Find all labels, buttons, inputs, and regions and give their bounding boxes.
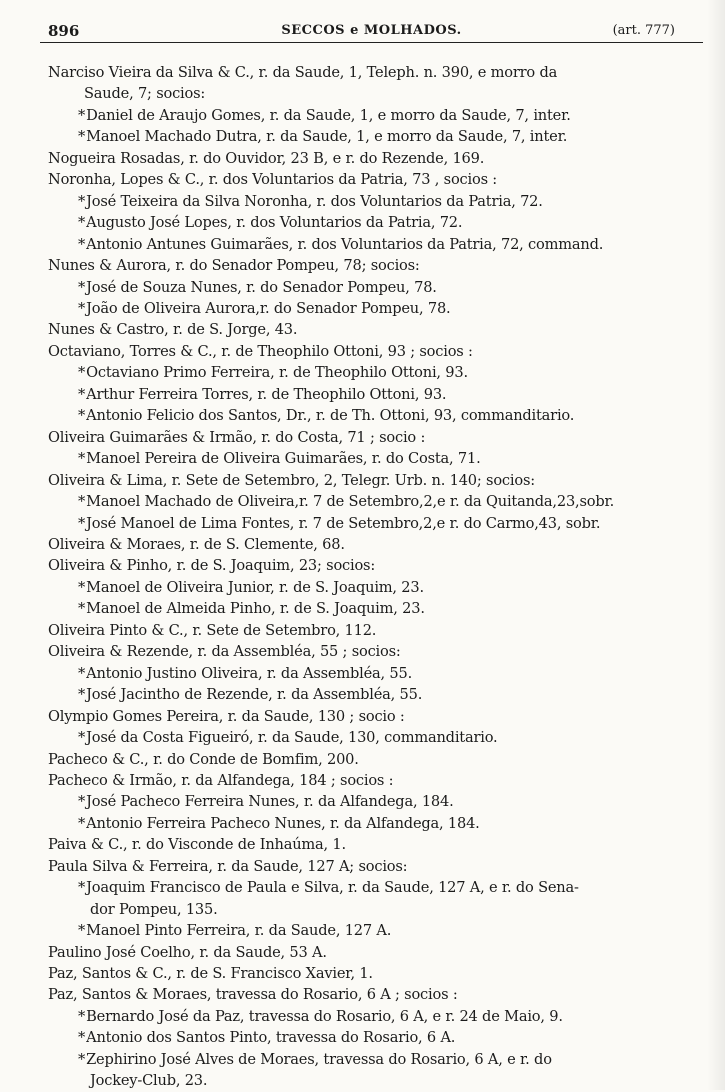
partner-entry	[48, 1027, 682, 1048]
partner-line: Antonio dos Santos Pinto, travessa do Rosario, 6 A.	[86, 1029, 456, 1047]
partner-entry	[48, 234, 682, 255]
partner-entry	[48, 920, 682, 941]
firm-line: Oliveira Guimarães & Irmão, r. do Costa, 71 ; socio :	[48, 428, 426, 446]
partner-entry	[48, 212, 682, 233]
firm-entry	[40, 319, 682, 340]
partner-entry	[48, 384, 682, 405]
asterisk-mark: *	[78, 729, 86, 747]
partner-entry	[48, 191, 682, 212]
partner-entry	[48, 598, 682, 619]
firm-line: Pacheco & Irmão, r. da Alfandega, 184 ; socios :	[48, 771, 394, 789]
partner-entry	[48, 491, 682, 512]
firm-line: Paula Silva & Ferreira, r. da Saude, 127 A; socios:	[48, 857, 408, 875]
firm-entry	[40, 620, 682, 641]
firm-entry	[40, 555, 682, 619]
partner-entry	[48, 126, 682, 147]
firm-line: Oliveira & Pinho, r. de S. Joaquim, 23; socios:	[48, 557, 376, 575]
asterisk-mark: *	[78, 128, 86, 146]
asterisk-mark: *	[78, 493, 86, 511]
page-header	[40, 20, 703, 43]
partner-line: Octaviano Primo Ferreira, r. de Theophilo Ottoni, 93.	[86, 364, 468, 382]
firm-line: Paz, Santos & Moraes, travessa do Rosario, 6 A ; socios :	[48, 986, 458, 1004]
firm-line: Olympio Gomes Pereira, r. da Saude, 130 ; socio :	[48, 707, 405, 725]
article-number: (art. 777)	[612, 23, 675, 38]
firm-entry	[40, 255, 682, 319]
partner-line: José Pacheco Ferreira Nunes, r. da Alfandega, 184.	[86, 793, 454, 811]
firm-entry	[40, 470, 682, 534]
partner-line: Antonio Ferreira Pacheco Nunes, r. da Alfandega, 184.	[86, 814, 480, 832]
firm-entry	[40, 770, 682, 834]
firm-line: Narciso Vieira da Silva & C., r. da Saude, 1, Teleph. n. 390, e morro da	[48, 64, 558, 81]
firm-line: Oliveira & Rezende, r. da Assembléa, 55 ; socios:	[48, 643, 401, 661]
firm-line: Nunes & Aurora, r. do Senador Pompeu, 78; socios:	[48, 257, 420, 275]
asterisk-mark: *	[78, 686, 86, 704]
partner-line: Bernardo José da Paz, travessa do Rosario, 6 A, e r. 24 de Maio, 9.	[86, 1007, 563, 1025]
asterisk-mark: *	[78, 407, 86, 425]
firm-line: Octaviano, Torres & C., r. de Theophilo Ottoni, 93 ; socios :	[48, 342, 473, 360]
partner-line: Manoel de Almeida Pinho, r. de S. Joaquim, 23.	[86, 600, 425, 618]
partner-line: Joaquim Francisco de Paula e Silva, r. da Saude, 127 A, e r. do Sena-	[86, 879, 579, 897]
firm-line: Nunes & Castro, r. de S. Jorge, 43.	[48, 321, 298, 339]
firm-entry	[40, 963, 682, 984]
page-number: 896	[48, 22, 80, 40]
firm-entry	[40, 427, 682, 470]
partner-line-continued: Jockey-Club, 23.	[90, 1072, 208, 1090]
partner-line: Manoel Machado de Oliveira,r. 7 de Setembro,2,e r. da Quitanda,23,sobr.	[86, 493, 615, 511]
partner-line: Antonio Justino Oliveira, r. da Assembléa, 55.	[86, 664, 413, 682]
firm-line: Oliveira & Lima, r. Sete de Setembro, 2, Telegr. Urb. n. 140; socios:	[48, 471, 535, 489]
partner-entry	[48, 663, 682, 684]
partner-line: José Jacintho de Rezende, r. da Assembléa, 55.	[86, 686, 423, 704]
firm-entry	[40, 169, 682, 255]
firm-line: Pacheco & C., r. do Conde de Bomfim, 200.	[48, 750, 359, 768]
partner-entry	[48, 791, 682, 812]
entries-list	[40, 62, 682, 1092]
partner-line: Antonio Antunes Guimarães, r. dos Voluntarios da Patria, 72, command.	[86, 235, 604, 253]
partner-line: Arthur Ferreira Torres, r. de Theophilo Ottoni, 93.	[86, 385, 447, 403]
asterisk-mark: *	[78, 235, 86, 253]
partner-line: Manoel de Oliveira Junior, r. de S. Joaquim, 23.	[86, 578, 424, 596]
page-fold-shadow	[707, 0, 725, 1090]
asterisk-mark: *	[78, 578, 86, 596]
asterisk-mark: *	[78, 214, 86, 232]
asterisk-mark: *	[78, 450, 86, 468]
partner-entry	[48, 813, 682, 834]
partner-line-continued: dor Pompeu, 135.	[90, 900, 218, 918]
firm-entry	[40, 641, 682, 705]
asterisk-mark: *	[78, 922, 86, 940]
partner-entry	[48, 277, 682, 298]
firm-line-continued: Saude, 7; socios:	[84, 85, 206, 103]
partner-line: José da Costa Figueiró, r. da Saude, 130, commanditario.	[86, 729, 498, 747]
asterisk-mark: *	[78, 1029, 86, 1047]
asterisk-mark: *	[78, 600, 86, 618]
firm-entry	[40, 62, 682, 148]
partner-entry	[48, 362, 682, 383]
partner-line: José Teixeira da Silva Noronha, r. dos Voluntarios da Patria, 72.	[86, 192, 543, 210]
firm-line: Noronha, Lopes & C., r. dos Voluntarios da Patria, 73 , socios :	[48, 171, 498, 189]
partner-entry	[48, 298, 682, 319]
partner-line: José Manoel de Lima Fontes, r. 7 de Setembro,2,e r. do Carmo,43, sobr.	[86, 514, 601, 532]
firm-entry	[40, 706, 682, 749]
asterisk-mark: *	[78, 278, 86, 296]
asterisk-mark: *	[78, 814, 86, 832]
asterisk-mark: *	[78, 1007, 86, 1025]
partner-line: Augusto José Lopes, r. dos Voluntarios da Patria, 72.	[86, 214, 463, 232]
firm-line: Oliveira & Moraes, r. de S. Clemente, 68.	[48, 535, 345, 553]
partner-line: Manoel Pinto Ferreira, r. da Saude, 127 A.	[86, 922, 392, 940]
partner-line: José de Souza Nunes, r. do Senador Pompeu, 78.	[86, 278, 437, 296]
partner-entry	[48, 1006, 682, 1027]
partner-entry	[48, 877, 682, 920]
partner-entry	[48, 1049, 682, 1092]
partner-line: Zephirino José Alves de Moraes, travessa do Rosario, 6 A, e r. do	[86, 1050, 552, 1068]
partner-line: Manoel Pereira de Oliveira Guimarães, r. do Costa, 71.	[86, 450, 481, 468]
partner-line: João de Oliveira Aurora,r. do Senador Pompeu, 78.	[86, 299, 451, 317]
firm-line: Oliveira Pinto & C., r. Sete de Setembro, 112.	[48, 621, 377, 639]
firm-line: Paulino José Coelho, r. da Saude, 53 A.	[48, 943, 327, 961]
partner-entry	[48, 727, 682, 748]
firm-line: Paz, Santos & C., r. de S. Francisco Xavier, 1.	[48, 965, 373, 983]
partner-line: Manoel Machado Dutra, r. da Saude, 1, e morro da Saude, 7, inter.	[86, 128, 568, 146]
firm-entry	[40, 984, 682, 1091]
firm-entry	[40, 834, 682, 855]
asterisk-mark: *	[78, 879, 86, 897]
partner-entry	[48, 448, 682, 469]
firm-entry	[40, 856, 682, 942]
asterisk-mark: *	[78, 364, 86, 382]
partner-entry	[48, 405, 682, 426]
partner-line: Daniel de Araujo Gomes, r. da Saude, 1, e morro da Saude, 7, inter.	[86, 106, 571, 124]
firm-line: Nogueira Rosadas, r. do Ouvidor, 23 B, e r. do Rezende, 169.	[48, 149, 485, 167]
partner-line: Antonio Felicio dos Santos, Dr., r. de Th. Ottoni, 93, commanditario.	[86, 407, 575, 425]
asterisk-mark: *	[78, 664, 86, 682]
asterisk-mark: *	[78, 514, 86, 532]
asterisk-mark: *	[78, 192, 86, 210]
firm-entry	[40, 942, 682, 963]
partner-entry	[48, 684, 682, 705]
firm-entry	[40, 749, 682, 770]
partner-entry	[48, 513, 682, 534]
firm-entry	[40, 534, 682, 555]
firm-line: Paiva & C., r. do Visconde de Inhaúma, 1.	[48, 836, 346, 854]
firm-entry	[40, 341, 682, 427]
asterisk-mark: *	[78, 793, 86, 811]
asterisk-mark: *	[78, 299, 86, 317]
asterisk-mark: *	[78, 106, 86, 124]
partner-entry	[48, 577, 682, 598]
asterisk-mark: *	[78, 1050, 86, 1068]
page-title: SECCOS e MOLHADOS.	[281, 23, 462, 38]
asterisk-mark: *	[78, 385, 86, 403]
partner-entry	[48, 105, 682, 126]
firm-entry	[40, 148, 682, 169]
